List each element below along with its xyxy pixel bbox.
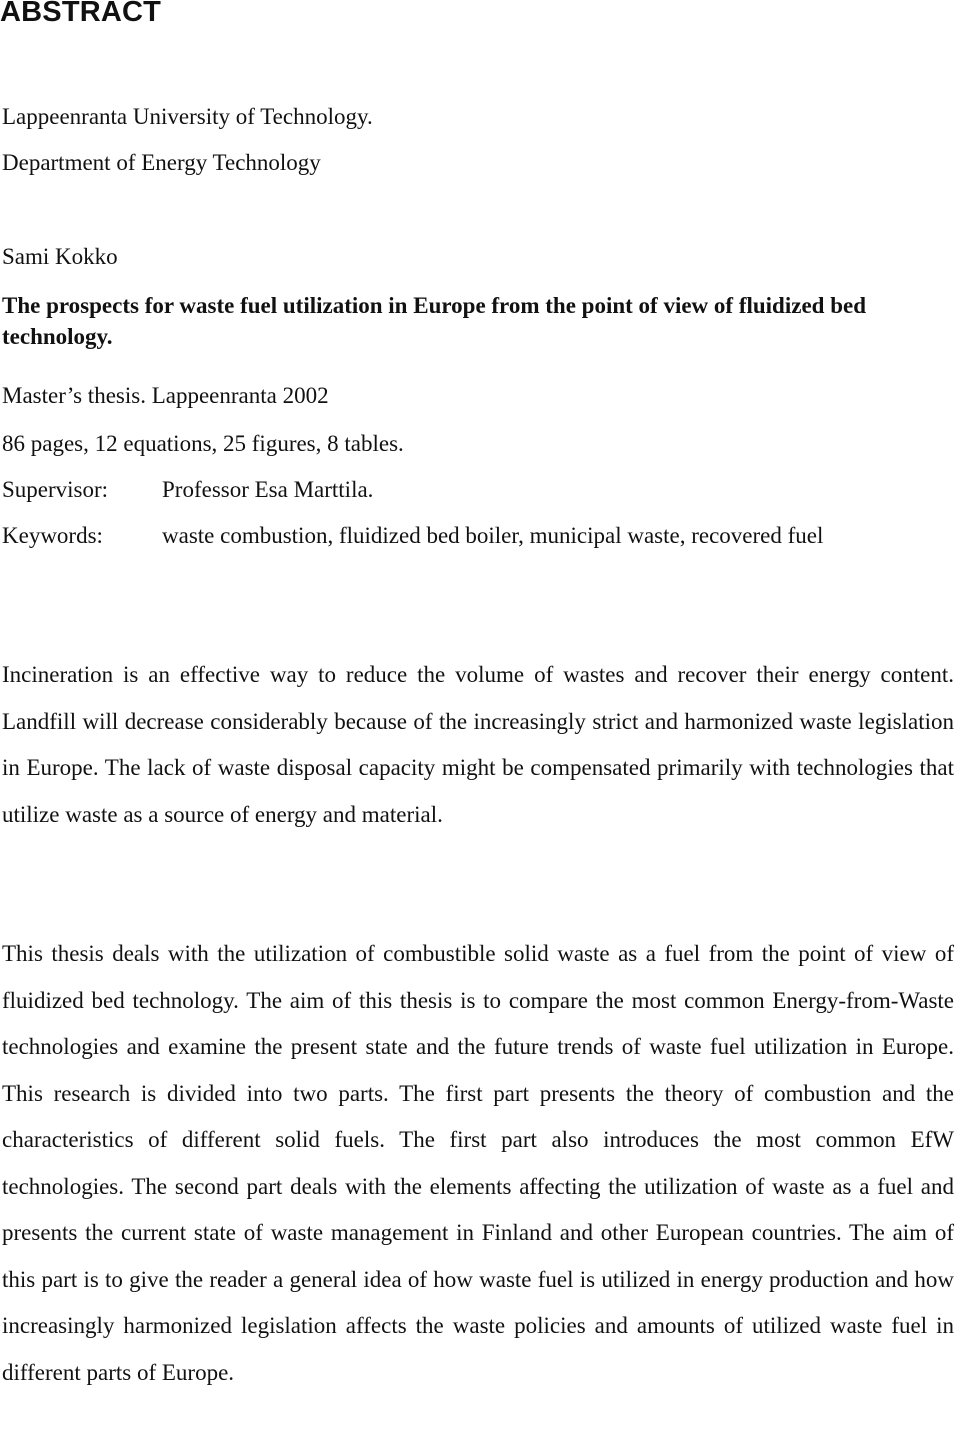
department-name: Department of Energy Technology bbox=[2, 150, 321, 175]
page-heading: ABSTRACT bbox=[0, 0, 162, 28]
thesis-title: The prospects for waste fuel utilization in Europe from the point of view of fluidized bed technology. bbox=[2, 293, 866, 349]
thesis-type: Master’s thesis. Lappeenranta 2002 bbox=[2, 383, 329, 408]
supervisor-value: Professor Esa Marttila. bbox=[162, 477, 374, 502]
supervisor-label: Supervisor: bbox=[2, 477, 109, 502]
abstract-paragraph: This thesis deals with the utilization of combustible solid waste as a fuel from the point of view of fluidized bed technology. The aim of this thesis is to compare the most common Energy-from-Waste technologies and examine the present state and the future trends of waste fuel utilization in Europe. This research is divided into two parts. The first part presents the theory of combustion and the characteristics of different solid fuels. The first part also introduces the most common EfW technologies. The second part deals with the elements affecting the utilization of waste as a fuel and presents the current state of waste management in Finland and other European countries. The aim of this part is to give the reader a general idea of how waste fuel is utilized in energy production and how increasingly harmonized legislation affects the waste policies and amounts of utilized waste fuel in different parts of Europe. bbox=[2, 941, 954, 1385]
keywords-value: waste combustion, fluidized bed boiler, municipal waste, recovered fuel bbox=[162, 523, 824, 548]
author-name: Sami Kokko bbox=[2, 244, 118, 269]
abstract-paragraph: Incineration is an effective way to reduce the volume of wastes and recover their energy content. Landfill will decrease considerably because of the increasingly strict and harmonized waste legislation in Europe. The lack of waste disposal capacity might be compensated primarily with technologies that utilize waste as a source of energy and material. bbox=[2, 662, 954, 827]
keywords-label: Keywords: bbox=[2, 523, 103, 548]
university-name: Lappeenranta University of Technology. bbox=[2, 104, 373, 129]
keywords-row bbox=[2, 522, 823, 550]
supervisor-row bbox=[2, 476, 373, 504]
thesis-extent: 86 pages, 12 equations, 25 figures, 8 tables. bbox=[2, 431, 404, 456]
